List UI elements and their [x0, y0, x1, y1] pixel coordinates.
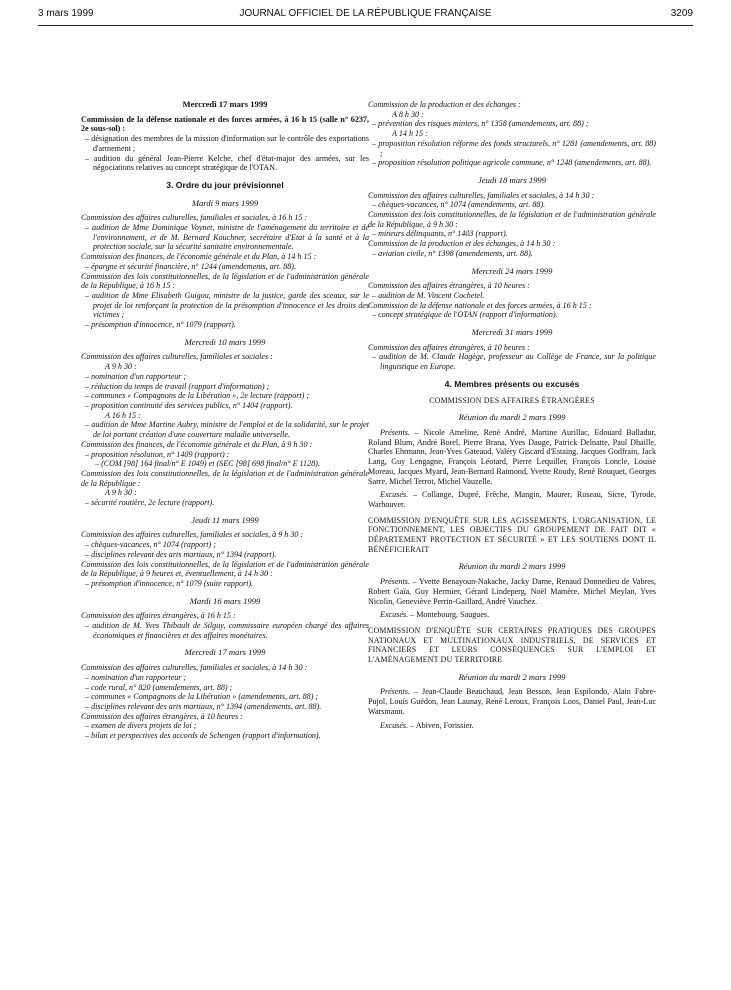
meeting-date: Réunion du mardi 2 mars 1999	[458, 412, 566, 423]
agenda-item: – présomption d'innocence, n° 1079 (suite rapport).	[85, 578, 254, 588]
present-label: Présents.	[380, 427, 410, 437]
agenda-item: – prévention des risques miniers, n° 1358 (amendements, art. 88) ;	[372, 119, 589, 129]
excused-label: Excusés.	[380, 490, 409, 500]
excused-list	[368, 721, 656, 731]
agenda-item: – proposition continuité des services publics, n° 1404 (rapport).	[85, 400, 293, 410]
excused-list	[368, 610, 656, 620]
agenda-item: – mineurs délinquants, n° 1403 (rapport).	[372, 229, 508, 239]
agenda-item: – audition de Mme Martine Aubry, ministre de l'emploi et de la solidarité, sur le projet de loi portant création d'une couverture maladie universelle.	[85, 420, 369, 440]
agenda-item: – audition de M. Claude Hagège, professeur au Collège de France, sur la politique linguistique en Europe.	[372, 352, 656, 372]
commission-line: Commission des affaires étrangères, à 16 h 15 :	[81, 611, 236, 621]
agenda-subitem: – (COM [98] 164 final/n° E 1049) et (SEC [98] 698 final/n° E 1128).	[95, 459, 320, 469]
excused-names: – Collange, Dupré, Frêche, Mangin, Maurer, Roseau, Sicre, Tyrode, Warhouver.	[368, 490, 656, 509]
commission-line: Commission des affaires culturelles, familiales et sociales, à 9 h 30 :	[81, 530, 304, 540]
time-label: A 16 h 15 :	[105, 410, 141, 420]
commission-line: Commission des affaires étrangères, à 10 heures :	[368, 281, 530, 291]
present-list	[368, 687, 656, 716]
agenda-item: – aviation civile, n° 1398 (amendements, art. 88).	[372, 248, 533, 258]
agenda-item: – sécurité routière, 2e lecture (rapport).	[85, 498, 215, 508]
commission-line: Commission des affaires étrangères, à 10 heures :	[81, 711, 243, 721]
header-page-number: 3209	[670, 8, 693, 19]
commission-line: Commission de la production et des échanges :	[368, 100, 521, 109]
left-column	[81, 100, 369, 741]
agenda-item: – audition de Mme Elisabeth Guigou, ministre de la justice, garde des sceaux, sur le projet de loi renforçant la protection de la présomption d'innocence et les droits des victimes ;	[85, 290, 369, 320]
agenda-item: – concept stratégique de l'OTAN (rapport d'information).	[372, 310, 558, 320]
time-label: A 8 h 30 :	[392, 109, 424, 119]
agenda-item: – épargne et sécurité financière, n° 1244 (amendements, art. 88).	[85, 261, 297, 271]
excused-list	[368, 490, 656, 509]
commission-line: Commission des affaires culturelles, familiales et sociales, à 16 h 15 :	[81, 213, 308, 223]
inquiry-commission-title: COMMISSION D'ENQUÊTE SUR CERTAINES PRATIQUES DES GROUPES NATIONAUX ET MULTINATIONAUX INDUSTRIELS, DE SERVICES ET FINANCIERS ET LEURS CONSÉQUENCES SUR L'EMPLOI ET L'AMÉNAGEMENT DU TERRITOIRE	[368, 625, 656, 665]
inquiry-commission-title: COMMISSION D'ENQUÊTE SUR LES AGISSEMENTS, L'ORGANISATION, LE FONCTIONNEMENT, LES OBJECTIFS DU GROUPEMENT DE FAIT DIT « DÉPARTEMENT PROTECTION ET SÉCURITÉ » ET LES SOUTIENS DONT IL BÉNÉFICIERAIT	[368, 515, 656, 554]
time-label: A 9 h 30 :	[105, 362, 137, 372]
present-label: Présents.	[380, 687, 410, 697]
date-heading: Mardi 16 mars 1999	[189, 595, 261, 606]
section-heading-3: 3. Ordre du jour prévisionnel	[166, 179, 284, 190]
right-column	[368, 100, 656, 730]
agenda-item: – nomination d'un rapporteur ;	[85, 371, 187, 381]
commission-line: Commission des finances, de l'économie générale et du Plan, à 9 h 30 :	[81, 439, 313, 449]
commission-line: Commission des lois constitutionnelles, de la législation et de l'administration générale de la République :	[81, 468, 369, 488]
commission-line: Commission de la défense nationale et des forces armées, à 16 h 15 :	[368, 300, 592, 310]
agenda-item: – nomination d'un rapporteur ;	[85, 672, 187, 682]
commission-line: Commission des lois constitutionnelles, de la législation et de l'administration générale de la République, à 9 h 30 :	[368, 210, 656, 229]
commission-line: Commission des lois constitutionnelles, de la législation et de l'administration générale de la République, à 9 heures et, éventuellement, à 14 h 30 :	[81, 559, 369, 579]
meeting-date: Réunion du mardi 2 mars 1999	[458, 561, 566, 572]
commission-line: Commission de la production et des échanges, à 14 h 30 :	[368, 239, 556, 249]
agenda-item: – audition de M. Yves Thibault de Silguy, commissaire européen chargé des affaires économiques et financières et des affaires monétaires.	[85, 621, 369, 640]
agenda-item: – audition de M. Vincent Cochetel.	[372, 290, 485, 300]
present-list	[368, 577, 656, 606]
excused-names: – Abiven, Forissier.	[408, 720, 474, 730]
present-label: Présents.	[380, 577, 410, 587]
agenda-item: – présomption d'innocence, n° 1079 (rapport).	[85, 320, 236, 330]
agenda-item: – disciplines relevant des arts martiaux, n° 1394 (amendements, art. 88).	[85, 701, 322, 711]
agenda-item: – chèques-vacances, n° 1074 (rapport) ;	[85, 540, 216, 550]
header-date: 3 mars 1999	[38, 8, 94, 19]
excused-names: – Montebourg, Saugues.	[408, 610, 490, 620]
agenda-item: – proposition résolution politique agricole commune, n° 1248 (amendements, art. 88).	[372, 158, 652, 168]
present-names: – Jean-Claude Beauchaud, Jean Besson, Jean Espilondo, Alain Fabre-Pujol, Louis Guédon, Jean Launay, René Leroux, François Loos, Daniel Paul, Jean-Luc Warsmann.	[368, 687, 656, 716]
agenda-item: – proposition résolution réforme des fonds structurels, n° 1281 (amendements, art. 88) ;	[372, 138, 656, 158]
date-heading: Mercredi 17 mars 1999	[182, 99, 268, 109]
agenda-item: – audition du général Jean-Pierre Kelche, chef d'état-major des armées, sur les négociations relatives au concept stratégique de l'OTAN.	[85, 153, 369, 173]
agenda-item: – communes « Compagnons de la Libération », 2e lecture (rapport) ;	[85, 391, 310, 401]
agenda-item: – code rural, n° 820 (amendements, art. 88) ;	[85, 682, 233, 692]
agenda-item: – réduction du temps de travail (rapport d'information) ;	[85, 381, 270, 391]
excused-label: Excusés.	[380, 610, 409, 620]
date-heading: Jeudi 18 mars 1999	[477, 174, 547, 185]
header-title: JOURNAL OFFICIEL DE LA RÉPUBLIQUE FRANÇAISE	[239, 8, 492, 19]
agenda-item: – audition de Mme Dominique Voynet, ministre de l'aménagement du territoire et de l'environnement, et de M. Bernard Kouchner, secrétaire d'Etat à la santé et à la protection sociale, sur la sécurité sanitaire environnementale.	[85, 223, 369, 252]
agenda-item: – disciplines relevant des arts martiaux, n° 1394 (rapport).	[85, 549, 277, 559]
commission-line: Commission des affaires culturelles, familiales et sociales :	[81, 352, 273, 362]
date-heading: Mercredi 10 mars 1999	[184, 336, 266, 347]
commission-line: Commission de la défense nationale et des forces armées, à 16 h 15 (salle n° 6237, 2e sous-sol) :	[81, 114, 369, 134]
date-heading: Mardi 9 mars 1999	[191, 197, 259, 208]
commission-line: Commission des affaires culturelles, familiales et sociales, à 14 h 30 :	[368, 190, 595, 200]
time-label: A 14 h 15 :	[392, 129, 428, 139]
commission-line: Commission des finances, de l'économie générale et du Plan, à 14 h 15 :	[81, 252, 317, 262]
commission-line: Commission des affaires étrangères, à 10 heures :	[368, 342, 530, 352]
date-heading: Mercredi 17 mars 1999	[184, 647, 266, 658]
time-label: A 9 h 30 :	[105, 488, 137, 498]
agenda-item: – proposition résolution, n° 1409 (rapport) :	[85, 449, 230, 459]
agenda-item: – désignation des membres de la mission d'information sur le contrôle des exportations d'armement ;	[85, 134, 369, 153]
excused-label: Excusés.	[380, 720, 409, 730]
present-names: – Yvette Benayoun-Nakache, Jacky Darne, Renaud Donnedieu de Vabres, Robert Gaïa, Guy Hermier, Gérard Lindeperg, Noël Mamère, Michel Meylan, Yves Nicolin, Geneviève Perrin-Gaillard, André Vauchez.	[368, 577, 656, 606]
commission-line: Commission des affaires culturelles, familiales et sociales, à 14 h 30 :	[81, 663, 308, 673]
header-rule	[38, 25, 693, 26]
meeting-date: Réunion du mardi 2 mars 1999	[458, 671, 566, 682]
agenda-item: – examen de divers projets de loi ;	[85, 721, 197, 731]
present-names: – Nicole Ameline, René André, Martine Aurillac, Edouard Balladur, Roland Blum, André Borel, Pierre Brana, Yves Dauge, Patrick Delnatte, Paul Dhaille, Charles Ehrmann, Jean-Yves Gateaud, Valéry Giscard d'Estaing, Jacques Godfrain, Jack Lang, Guy Lengagne, François Léotard, Pierre Lequiller, François Loncle, Louise Moreau, Jacques Myard, Jean-Bernard Raimond, Yvette Roudy, René Rouquet, Georges Sarre, Michel Terrot, Michel Vauzelle.	[368, 427, 656, 486]
page-header	[0, 8, 731, 24]
date-heading: Mercredi 31 mars 1999	[471, 327, 553, 338]
date-heading: Jeudi 11 mars 1999	[191, 514, 259, 525]
date-heading: Mercredi 24 mars 1999	[471, 265, 553, 276]
agenda-item: – chèques-vacances, n° 1074 (amendements, art. 88).	[372, 200, 546, 210]
present-list	[368, 428, 656, 486]
agenda-item: – bilan et perspectives des accords de Schengen (rapport d'information).	[85, 731, 321, 741]
commission-line: Commission des lois constitutionnelles, de la législation et de l'administration générale de la République, à 16 h 15 :	[81, 271, 369, 291]
commission-title: COMMISSION DES AFFAIRES ÉTRANGÈRES	[429, 395, 595, 405]
section-heading-4: 4. Membres présents ou excusés	[444, 378, 580, 389]
agenda-item: – communes « Compagnons de la Libération » (amendements, art. 88) ;	[85, 692, 319, 702]
